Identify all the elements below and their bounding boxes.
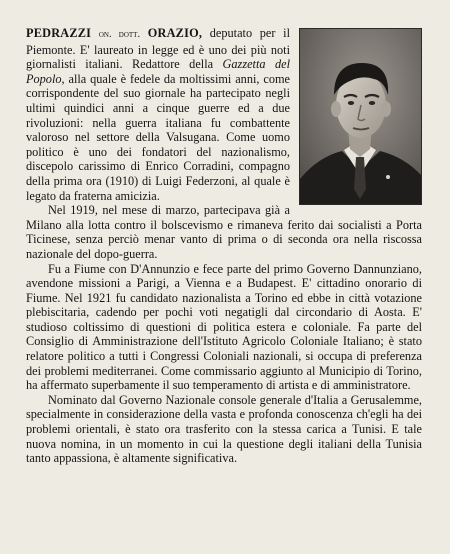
biography-text	[26, 26, 422, 466]
biography-paragraph-3: Fu a Fiume con D'Annunzio e fece parte del primo Governo Dannunziano, avendone missioni a Parigi, a Vienna e a Budapest. E' cittadino onorario di Fiume. Nel 1921 fu candidato nazionalista a Torino ed ebbe in città votazione plebiscitaria, cadendo per pochi voti negatigli dal circondario di Aosta. E' studioso coltissimo di questioni di politica estera e coloniale. Fa parte del Consiglio di Amministrazione dell'Istituto Agricolo Coloniale Italiano; è stato relatore politico a tutti i Congressi Coloniali nazionali, si occupa di preferenza dei problemi mediterranei. Come commissario aggiunto al Municipio di Torino, ha affermato superbamente il suo temperamento di artista e di amministratore.	[26, 261, 422, 393]
paragraph-1-text-b: alla quale è fedele da moltissimi anni, come corrispondente del suo giornale ha partecipato negli ultimi quindici anni a cinque guerre ed a due rivoluzioni: nella guerra italiana fu combattente valoroso nel settore della Valsugana. Come uomo politico è uno dei fondatori del nazionalismo, discepolo carissimo di Enrico Corradini, compagno della prima ora (1910) di Luigi Federzoni, al quale è legato da fraterna amicizia.	[26, 71, 290, 203]
paragraph-1-text-a: deputato per il Piemonte. E' laureato in legge ed è uno dei più noti giornalisti italiani. Redattore della	[26, 26, 290, 72]
person-surname: PEDRAZZI	[26, 26, 92, 40]
photo-float-spacer	[290, 26, 422, 207]
person-titles: on. dott.	[98, 29, 141, 40]
biography-paragraph-2: Nel 1919, nel mese di marzo, partecipava già a Milano alla lotta contro il bolscevismo e rimaneva ferito dai socialisti a Porta Ticinese, senza perciò menar vanto di prima o di seconda ora nella riscossa nazionale del dopo-guerra.	[26, 203, 422, 261]
biography-paragraph-4: Nominato dal Governo Nazionale console generale d'Italia a Gerusalemme, specialmente in considerazione della vasta e profonda conoscenza ch'egli ha dei problemi orientali, è stato ora trasferito con la stessa carica a Tunisi. E tale nuova nomina, in un momento in cui la questione degli italiani della Tunisia tanto appassiona, è altamente significativa.	[26, 392, 422, 466]
newspaper-name: Gazzetta del Popolo,	[26, 57, 290, 86]
person-firstname: ORAZIO,	[147, 26, 203, 40]
